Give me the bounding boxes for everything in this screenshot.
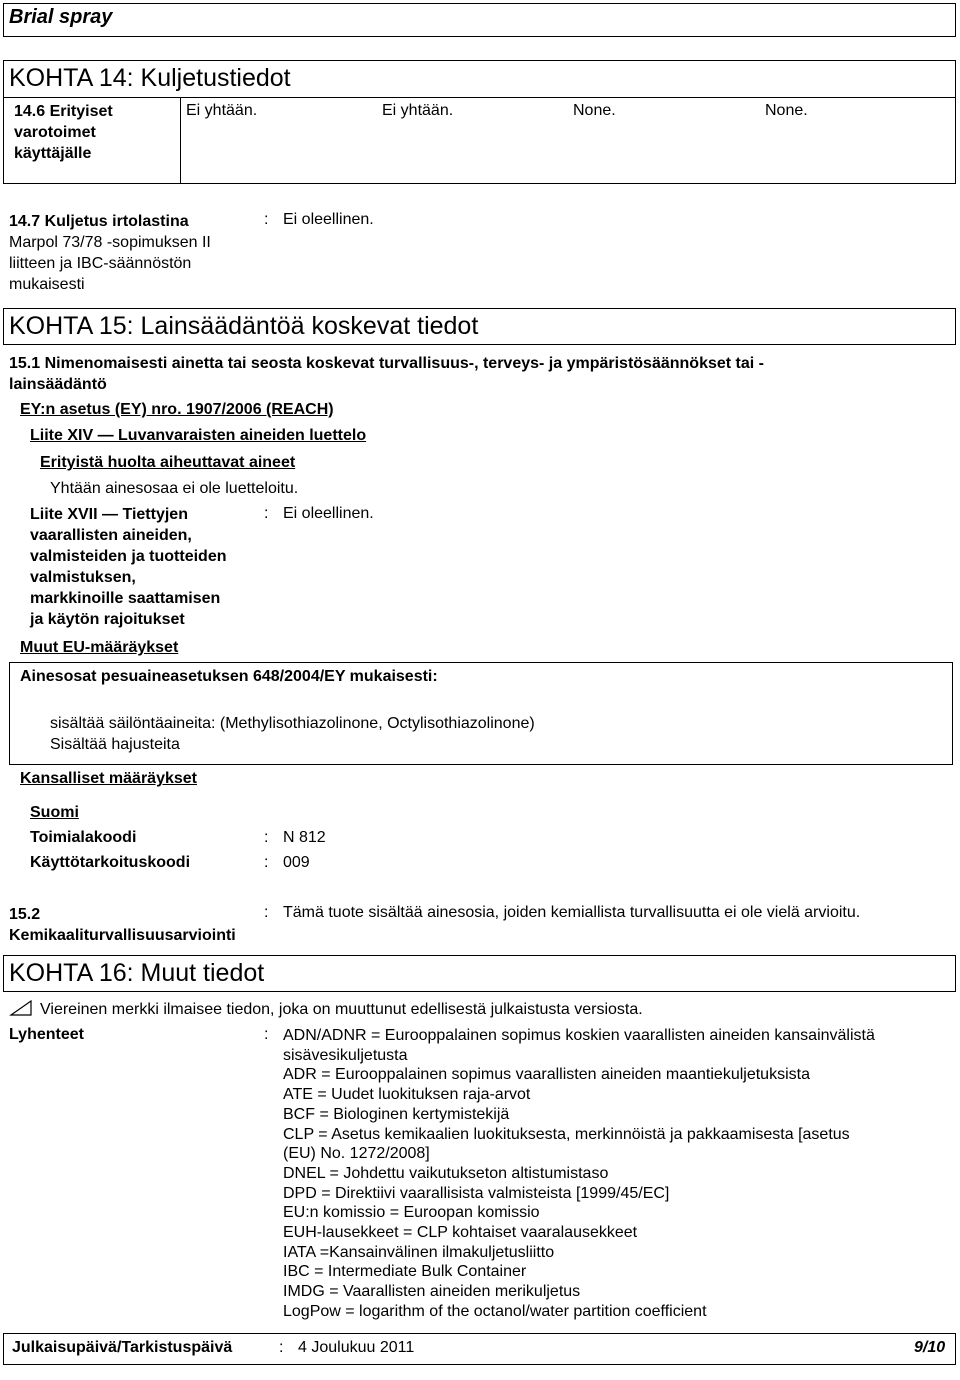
abbreviation-line: IMDG = Vaarallisten aineiden merikuljetus <box>283 1283 581 1301</box>
abbreviation-line: EU:n komissio = Euroopan komissio <box>283 1204 540 1222</box>
reach-heading: EY:n asetus (EY) nro. 1907/2006 (REACH) <box>20 401 334 418</box>
csa-value: Tämä tuote sisältää ainesosia, joiden kemiallista turvallisuutta ei ole vielä arvioitu. <box>283 904 861 921</box>
special-value-imdg: Ei yhtään. <box>382 102 454 119</box>
document-header <box>3 3 956 37</box>
colon: : <box>264 854 269 871</box>
abbreviation-line: ADR = Eurooppalainen sopimus vaarallisten aineiden maantiekuljetuksista <box>283 1066 810 1084</box>
abbreviation-line: EUH-lausekkeet = CLP kohtaiset vaaralausekkeet <box>283 1224 638 1242</box>
section-14-divider <box>3 97 956 98</box>
issue-date-label: Julkaisupäivä/Tarkistuspäivä <box>12 1339 233 1356</box>
abbreviation-line: LogPow = logarithm of the octanol/water partition coefficient <box>283 1302 707 1320</box>
detergent-title: Ainesosat pesuaineasetuksen 648/2004/EY mukaisesti: <box>20 668 438 685</box>
section-14-title: KOHTA 14: Kuljetustiedot <box>9 64 291 92</box>
bulk-transport-value: Ei oleellinen. <box>283 211 374 228</box>
special-value-adr: Ei yhtään. <box>186 102 258 119</box>
other-eu-heading: Muut EU-määräykset <box>20 639 179 656</box>
special-precautions-label: 14.6 Erityiset varotoimet käyttäjälle <box>14 103 113 162</box>
change-marker-icon <box>9 999 33 1017</box>
section-15-title: KOHTA 15: Lainsäädäntöä koskevat tiedot <box>9 312 479 340</box>
detergent-lines: sisältää säilöntäaineita: (Methylisothiazolinone, Octylisothiazolinone) Sisältää hajusteita <box>50 715 535 753</box>
annex-xvii-label: Liite XVII — Tiettyjen vaarallisten aineiden, valmisteiden ja tuotteiden valmistuksen, markkinoille saattamisen ja käytön rajoitukset <box>30 506 227 628</box>
annex-xvii-value: Ei oleellinen. <box>283 505 374 522</box>
csa-label: 15.2 Kemikaaliturvallisuusarviointi <box>9 906 236 944</box>
colon: : <box>264 505 269 522</box>
abbreviations-list <box>283 1026 953 1322</box>
bulk-transport-label: 14.7 Kuljetus irtolastina Marpol 73/78 -sopimuksen II liitteen ja IBC-säännöstön mukaisesti <box>9 213 211 293</box>
section-16-title: KOHTA 16: Muut tiedot <box>9 959 265 987</box>
abbreviation-line: (EU) No. 1272/2008] <box>283 1145 430 1163</box>
abbreviations-label: Lyhenteet <box>9 1026 84 1043</box>
colon: : <box>264 211 269 228</box>
s151-title: 15.1 Nimenomaisesti ainetta tai seosta koskevat turvallisuus-, terveys- ja ympäristösäännökset tai - lainsäädäntö <box>9 355 764 393</box>
colon: : <box>264 1026 269 1043</box>
country-heading: Suomi <box>30 804 79 821</box>
abbreviation-line: IATA =Kansainvälinen ilmakuljetusliitto <box>283 1243 555 1261</box>
change-note: Viereinen merkki ilmaisee tiedon, joka on muuttunut edellisestä julkaistusta versiosta. <box>40 1001 643 1018</box>
abbreviation-line: DNEL = Johdettu vaikutukseton altistumistaso <box>283 1164 609 1182</box>
abbreviation-line: CLP = Asetus kemikaalien luokituksesta, merkinnöistä ja pakkaamisesta [asetus <box>283 1125 850 1143</box>
svhc-heading: Erityistä huolta aiheuttavat aineet <box>40 454 296 471</box>
annex-xiv-heading: Liite XIV — Luvanvaraisten aineiden luettelo <box>30 427 367 444</box>
national-heading: Kansalliset määräykset <box>20 770 197 787</box>
section-14-col-divider <box>180 97 181 184</box>
use-code-label: Käyttötarkoituskoodi <box>30 854 191 871</box>
abbreviation-line: ADN/ADNR = Eurooppalainen sopimus koskien vaarallisten aineiden kansainvälistä <box>283 1027 875 1044</box>
page-number: 9/10 <box>914 1339 946 1356</box>
product-name: Brial spray <box>9 6 113 28</box>
colon: : <box>264 904 269 921</box>
special-value-other: None. <box>765 102 808 119</box>
svhc-value: Yhtään ainesosaa ei ole luetteloitu. <box>50 480 299 497</box>
special-value-iata: None. <box>573 102 616 119</box>
colon: : <box>264 829 269 846</box>
abbreviation-line: IBC = Intermediate Bulk Container <box>283 1263 527 1281</box>
industry-code-value: N 812 <box>283 829 326 846</box>
abbreviation-line: BCF = Biologinen kertymistekijä <box>283 1105 510 1123</box>
use-code-value: 009 <box>283 854 310 871</box>
industry-code-label: Toimialakoodi <box>30 829 137 846</box>
abbreviation-line: sisävesikuljetusta <box>283 1046 408 1064</box>
issue-date-value: 4 Joulukuu 2011 <box>298 1339 415 1356</box>
abbreviation-line: ATE = Uudet luokituksen raja-arvot <box>283 1086 531 1104</box>
abbreviation-line: DPD = Direktiivi vaarallisista valmisteista [1999/45/EC] <box>283 1184 670 1202</box>
colon: : <box>279 1339 284 1356</box>
